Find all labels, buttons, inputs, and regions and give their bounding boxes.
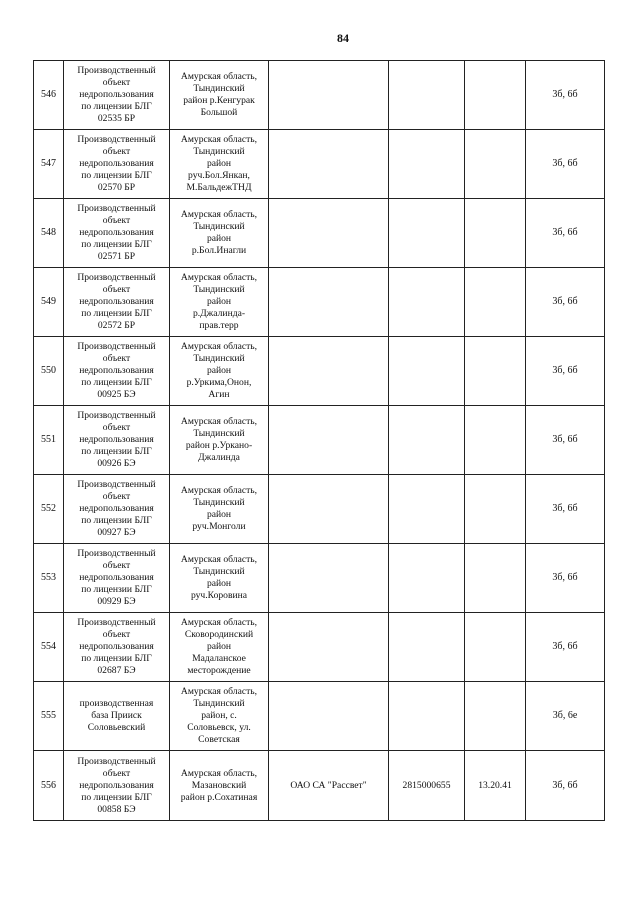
address-line: Большой xyxy=(200,107,238,118)
row-number-cell: 554 xyxy=(34,613,64,682)
classification-cell: 3б, 6б xyxy=(526,751,605,821)
object-name-cell xyxy=(64,751,170,821)
address-line: месторождение xyxy=(187,665,251,676)
object-name-line: объект xyxy=(102,77,131,88)
row-number-cell: 547 xyxy=(34,130,64,199)
address-line: руч.Бол.Янкан, xyxy=(188,170,250,181)
organization-cell xyxy=(269,268,389,337)
organization-cell xyxy=(269,337,389,406)
object-name-line: 00925 БЭ xyxy=(97,389,136,400)
object-name-line: недропользования xyxy=(79,365,154,376)
inn-cell xyxy=(389,475,465,544)
organization-cell xyxy=(269,682,389,751)
address-line: руч.Коровина xyxy=(190,590,248,601)
row-number-cell: 546 xyxy=(34,61,64,130)
registry-table xyxy=(33,60,605,821)
address-line: район, с. xyxy=(201,710,237,721)
classification-cell: 3б, 6б xyxy=(526,199,605,268)
object-name-cell xyxy=(64,406,170,475)
table-row xyxy=(34,475,605,544)
object-name-line: недропользования xyxy=(79,779,154,791)
inn-cell xyxy=(389,613,465,682)
organization-cell xyxy=(269,544,389,613)
object-name-line: 02687 БЭ xyxy=(97,665,136,676)
object-name-cell xyxy=(64,61,170,130)
object-name-line: объект xyxy=(102,422,131,433)
address-cell xyxy=(170,475,269,544)
object-name-line: Производственный xyxy=(77,617,156,628)
row-number-cell: 548 xyxy=(34,199,64,268)
object-name-line: недропользования xyxy=(79,641,154,652)
classification-cell: 3б, 6б xyxy=(526,337,605,406)
address-line: Амурская область, xyxy=(180,686,258,697)
okved-cell xyxy=(465,268,526,337)
object-name-line: объект xyxy=(102,146,131,157)
address-line: Амурская область, xyxy=(180,272,258,283)
okved-cell xyxy=(465,130,526,199)
page-number: 84 xyxy=(337,31,349,45)
inn-cell xyxy=(389,337,465,406)
address-line: Амурская область, xyxy=(180,485,258,496)
address-cell xyxy=(170,268,269,337)
address-line: Мадаланское xyxy=(192,653,246,664)
object-name-line: объект xyxy=(102,560,131,571)
inn-cell xyxy=(389,268,465,337)
table-row xyxy=(34,130,605,199)
inn-cell xyxy=(389,544,465,613)
row-number-cell: 555 xyxy=(34,682,64,751)
okved-cell xyxy=(465,406,526,475)
inn-cell xyxy=(389,199,465,268)
organization-cell xyxy=(269,199,389,268)
table-row xyxy=(34,613,605,682)
table-row xyxy=(34,61,605,130)
row-number-cell: 551 xyxy=(34,406,64,475)
table-row xyxy=(34,199,605,268)
object-name-cell xyxy=(64,682,170,751)
address-line: Советская xyxy=(198,734,240,745)
object-name-cell xyxy=(64,475,170,544)
organization-cell xyxy=(269,613,389,682)
address-cell xyxy=(170,61,269,130)
classification-cell: 3б, 6б xyxy=(526,544,605,613)
row-number-cell: 556 xyxy=(34,751,64,821)
object-name-line: по лицензии БЛГ xyxy=(81,446,152,457)
object-name-line: Производственный xyxy=(77,548,156,559)
address-line: Джалинда xyxy=(198,452,240,463)
object-name-line: недропользования xyxy=(79,434,154,445)
address-line: район xyxy=(206,509,232,520)
address-cell xyxy=(170,613,269,682)
object-name-line: 02570 БР xyxy=(97,182,136,193)
okved-cell xyxy=(465,613,526,682)
address-line: Тындинский xyxy=(193,83,245,94)
address-line: Амурская область, xyxy=(180,767,258,779)
address-line: район xyxy=(206,233,232,244)
table-row xyxy=(34,337,605,406)
table-row xyxy=(34,751,605,821)
classification-cell: 3б, 6б xyxy=(526,61,605,130)
object-name-line: по лицензии БЛГ xyxy=(81,584,152,595)
address-line: Амурская область, xyxy=(180,554,258,565)
organization-cell xyxy=(269,130,389,199)
address-line: Тындинский xyxy=(193,566,245,577)
inn-cell xyxy=(389,61,465,130)
object-name-line: по лицензии БЛГ xyxy=(81,377,152,388)
address-line: Амурская область, xyxy=(180,209,258,220)
object-name-line: недропользования xyxy=(79,296,154,307)
row-number-cell: 552 xyxy=(34,475,64,544)
address-line: Тындинский xyxy=(193,146,245,157)
row-number-cell: 550 xyxy=(34,337,64,406)
address-line: Мазановский xyxy=(191,779,247,791)
okved-cell xyxy=(465,199,526,268)
okved-cell xyxy=(465,682,526,751)
address-line: Тындинский xyxy=(193,497,245,508)
object-name-line: по лицензии БЛГ xyxy=(81,791,152,803)
classification-cell: 3б, 6е xyxy=(526,682,605,751)
address-cell xyxy=(170,751,269,821)
object-name-cell xyxy=(64,613,170,682)
address-line: Тындинский xyxy=(193,698,245,709)
address-cell xyxy=(170,544,269,613)
object-name-cell xyxy=(64,337,170,406)
address-cell xyxy=(170,130,269,199)
row-number-cell: 549 xyxy=(34,268,64,337)
registry-body xyxy=(34,61,605,821)
okved-cell xyxy=(465,475,526,544)
table-row xyxy=(34,268,605,337)
object-name-line: 02572 БР xyxy=(97,320,136,331)
object-name-line: недропользования xyxy=(79,89,154,100)
classification-cell: 3б, 6б xyxy=(526,475,605,544)
address-line: Амурская область, xyxy=(180,416,258,427)
inn-cell xyxy=(389,406,465,475)
classification-cell: 3б, 6б xyxy=(526,406,605,475)
object-name-line: по лицензии БЛГ xyxy=(81,515,152,526)
object-name-line: 00927 БЭ xyxy=(97,527,136,538)
object-name-cell xyxy=(64,199,170,268)
address-line: Тындинский xyxy=(193,428,245,439)
row-number-cell: 553 xyxy=(34,544,64,613)
object-name-line: 00929 БЭ xyxy=(97,596,136,607)
address-line: Амурская область, xyxy=(180,71,258,82)
address-line: Тындинский xyxy=(193,221,245,232)
object-name-line: по лицензии БЛГ xyxy=(81,653,152,664)
object-name-line: база Прииск xyxy=(91,710,142,721)
address-line: Соловьевск, ул. xyxy=(187,722,251,733)
organization-cell xyxy=(269,61,389,130)
object-name-line: объект xyxy=(102,629,131,640)
address-cell xyxy=(170,199,269,268)
okved-cell xyxy=(465,544,526,613)
address-line: Тындинский xyxy=(193,353,245,364)
address-cell xyxy=(170,682,269,751)
object-name-line: производственная xyxy=(79,698,154,709)
object-name-line: Производственный xyxy=(77,134,156,145)
address-line: Амурская область, xyxy=(180,617,258,628)
object-name-line: Производственный xyxy=(77,203,156,214)
table-row xyxy=(34,406,605,475)
address-line: р.Джалинда- xyxy=(192,308,246,319)
address-line: район р.Кенгурак xyxy=(183,95,255,106)
inn-cell: 2815000655 xyxy=(389,751,465,821)
inn-cell xyxy=(389,130,465,199)
organization-cell: ОАО СА "Рассвет" xyxy=(269,751,389,821)
object-name-line: Производственный xyxy=(77,341,156,352)
address-line: Амурская область, xyxy=(180,341,258,352)
classification-cell: 3б, 6б xyxy=(526,130,605,199)
object-name-line: Производственный xyxy=(77,755,156,767)
organization-cell xyxy=(269,406,389,475)
address-line: район xyxy=(206,365,232,376)
okved-cell xyxy=(465,61,526,130)
table-row xyxy=(34,682,605,751)
address-line: Амурская область, xyxy=(180,134,258,145)
address-line: район xyxy=(206,296,232,307)
inn-cell xyxy=(389,682,465,751)
object-name-line: недропользования xyxy=(79,227,154,238)
object-name-line: объект xyxy=(102,491,131,502)
organization-cell xyxy=(269,475,389,544)
address-cell xyxy=(170,337,269,406)
object-name-line: по лицензии БЛГ xyxy=(81,170,152,181)
address-line: район xyxy=(206,578,232,589)
object-name-line: Производственный xyxy=(77,65,156,76)
address-line: Тындинский xyxy=(193,284,245,295)
object-name-line: по лицензии БЛГ xyxy=(81,101,152,112)
object-name-line: по лицензии БЛГ xyxy=(81,239,152,250)
address-line: Сковородинский xyxy=(184,629,254,640)
object-name-cell xyxy=(64,544,170,613)
object-name-line: 00926 БЭ xyxy=(97,458,136,469)
object-name-line: объект xyxy=(102,767,131,779)
address-line: руч.Монголи xyxy=(192,521,246,532)
object-name-line: недропользования xyxy=(79,572,154,583)
object-name-line: по лицензии БЛГ xyxy=(81,308,152,319)
address-cell xyxy=(170,406,269,475)
table-row xyxy=(34,544,605,613)
object-name-cell xyxy=(64,268,170,337)
address-line: М.БальдежТНД xyxy=(186,182,252,193)
address-line: прав.терр xyxy=(199,320,239,331)
object-name-line: объект xyxy=(102,353,131,364)
address-line: р.Бол.Инагли xyxy=(191,245,247,256)
address-line: район xyxy=(206,158,232,169)
classification-cell: 3б, 6б xyxy=(526,613,605,682)
address-line: р.Уркима,Онон, xyxy=(186,377,252,388)
object-name-line: Производственный xyxy=(77,479,156,490)
okved-cell: 13.20.41 xyxy=(465,751,526,821)
object-name-line: Производственный xyxy=(77,272,156,283)
object-name-line: недропользования xyxy=(79,503,154,514)
object-name-line: объект xyxy=(102,215,131,226)
address-line: район р.Сохатиная xyxy=(180,791,258,803)
object-name-cell xyxy=(64,130,170,199)
classification-cell: 3б, 6б xyxy=(526,268,605,337)
address-line: район р.Уркано- xyxy=(185,440,253,451)
address-line: Агин xyxy=(208,389,230,400)
object-name-line: 02571 БР xyxy=(97,251,136,262)
okved-cell xyxy=(465,337,526,406)
object-name-line: Соловьевский xyxy=(87,722,146,733)
object-name-line: недропользования xyxy=(79,158,154,169)
object-name-line: 00858 БЭ xyxy=(97,803,136,815)
object-name-line: объект xyxy=(102,284,131,295)
object-name-line: 02535 БР xyxy=(97,113,136,124)
address-line: район xyxy=(206,641,232,652)
object-name-line: Производственный xyxy=(77,410,156,421)
